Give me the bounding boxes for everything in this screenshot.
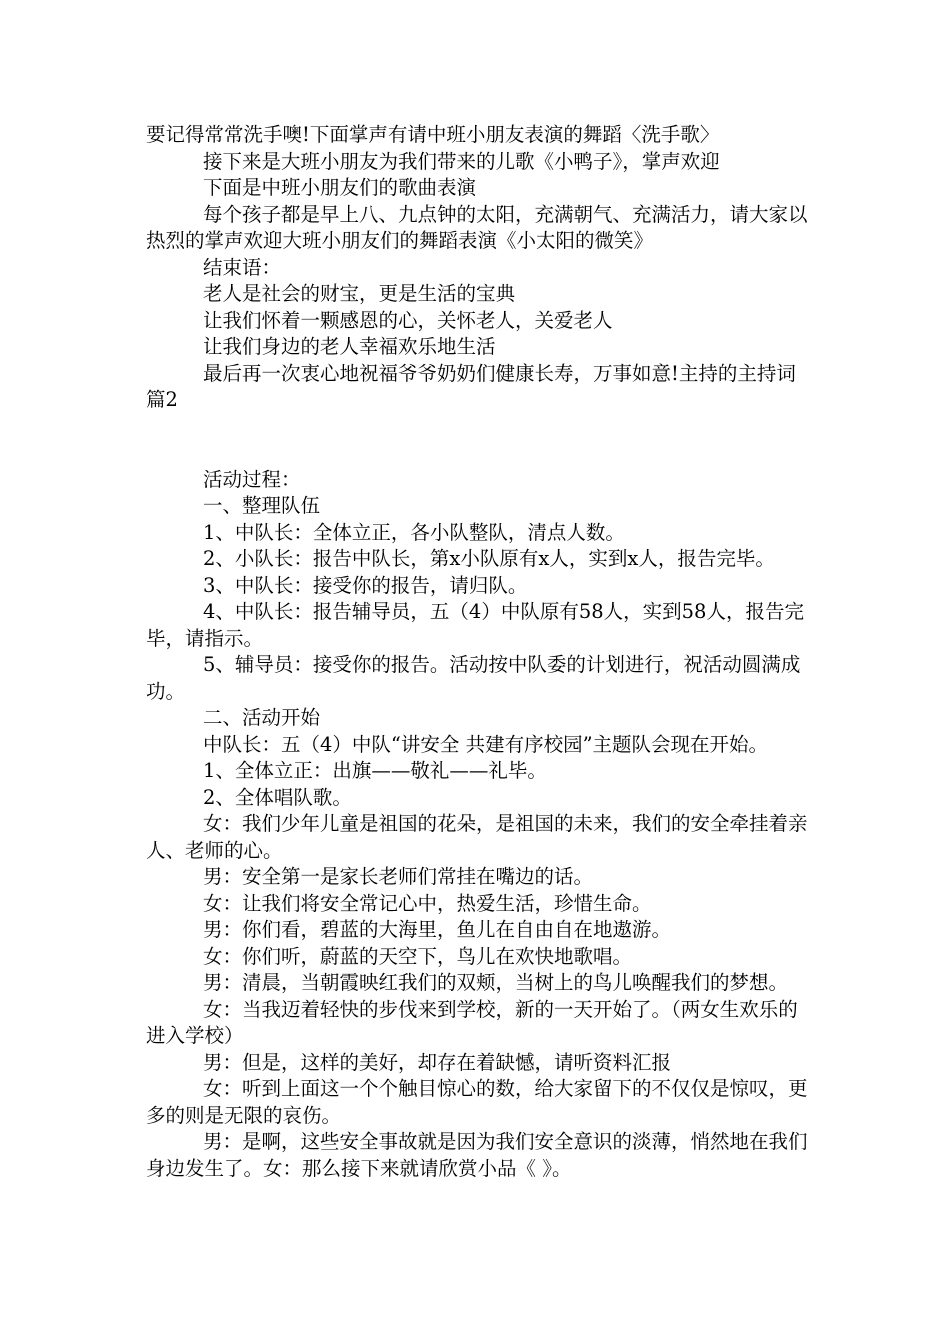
paragraph: 接下来是大班小朋友为我们带来的儿歌《小鸭子》，掌声欢迎 [203, 149, 720, 173]
paragraph: 2、小队长：报告中队长，第x小队原有x人，实到x人，报告完毕。 [203, 547, 775, 570]
paragraph: 2、全体唱队歌。 [203, 785, 352, 809]
paragraph: 让我们身边的老人幸福欢乐地生活 [203, 335, 496, 358]
paragraph: 最后再一次衷心地祝福爷爷奶奶们健康长寿，万事如意!主持的主持词 篇2 [146, 361, 796, 411]
paragraph: 1、中队长：全体立正，各小队整队，清点人数。 [203, 520, 625, 544]
paragraph: 1、全体立正：出旗——敬礼——礼毕。 [203, 759, 547, 782]
paragraph: 结束语： [203, 255, 282, 279]
paragraph: 女：你们听，蔚蓝的天空下，鸟儿在欢快地歌唱。 [203, 944, 633, 968]
paragraph: 下面是中班小朋友们的歌曲表演 [203, 176, 477, 199]
paragraph: 男：你们看，碧蓝的大海里，鱼儿在自由自在地遨游。 [203, 918, 672, 941]
paragraph: 男：是啊，这些安全事故就是因为我们安全意识的淡薄，悄然地在我们身边发生了。女：那么接下来就请欣赏小品《 》。 [146, 1130, 808, 1180]
paragraph: 要记得常常洗手噢!下面掌声有请中班小朋友表演的舞蹈〈洗手歌〉 [146, 123, 720, 146]
paragraph: 女：让我们将安全常记心中，热爱生活，珍惜生命。 [203, 891, 652, 915]
paragraph: 二、活动开始 [203, 706, 321, 729]
paragraph: 每个孩子都是早上八、九点钟的太阳，充满朝气、充满活力，请大家以热烈的掌声欢迎大班小朋友们的舞蹈表演《小太阳的微笑》 [146, 202, 808, 252]
paragraph: 女：我们少年儿童是祖国的花朵，是祖国的未来，我们的安全牵挂着亲人、老师的心。 [146, 812, 808, 862]
paragraph: 活动过程： [203, 467, 301, 491]
paragraph: 让我们怀着一颗感恩的心，关怀老人，关爱老人 [203, 308, 613, 332]
paragraph: 3、中队长：接受你的报告，请归队。 [203, 573, 528, 597]
paragraph: 老人是社会的财宝，更是生活的宝典 [203, 282, 516, 305]
paragraph: 男：但是，这样的美好，却存在着缺憾，请听资料汇报 [203, 1050, 672, 1074]
document-section-2 [146, 467, 816, 1183]
paragraph: 男：安全第一是家长老师们常挂在嘴边的话。 [203, 865, 594, 888]
document-section-1 [146, 122, 816, 414]
paragraph: 一、整理队伍 [203, 494, 321, 517]
document-page [146, 122, 816, 1182]
paragraph: 女：听到上面这一个个触目惊心的数，给大家留下的不仅仅是惊叹，更多的则是无限的哀伤。 [146, 1077, 808, 1127]
paragraph: 4、中队长：报告辅导员，五（4）中队原有58人，实到58人，报告完毕，请指示。 [146, 600, 804, 650]
paragraph: 男：清晨，当朝霞映红我们的双颊，当树上的鸟儿唤醒我们的梦想。 [203, 971, 789, 994]
paragraph: 女：当我迈着轻快的步伐来到学校，新的一天开始了。（两女生欢乐的进入学校） [146, 997, 798, 1047]
paragraph: 5、辅导员：接受你的报告。活动按中队委的计划进行，祝活动圆满成功。 [146, 653, 801, 703]
section-gap [146, 414, 816, 467]
paragraph: 中队长：五（4）中队“讲安全 共建有序校园”主题队会现在开始。 [203, 732, 769, 756]
